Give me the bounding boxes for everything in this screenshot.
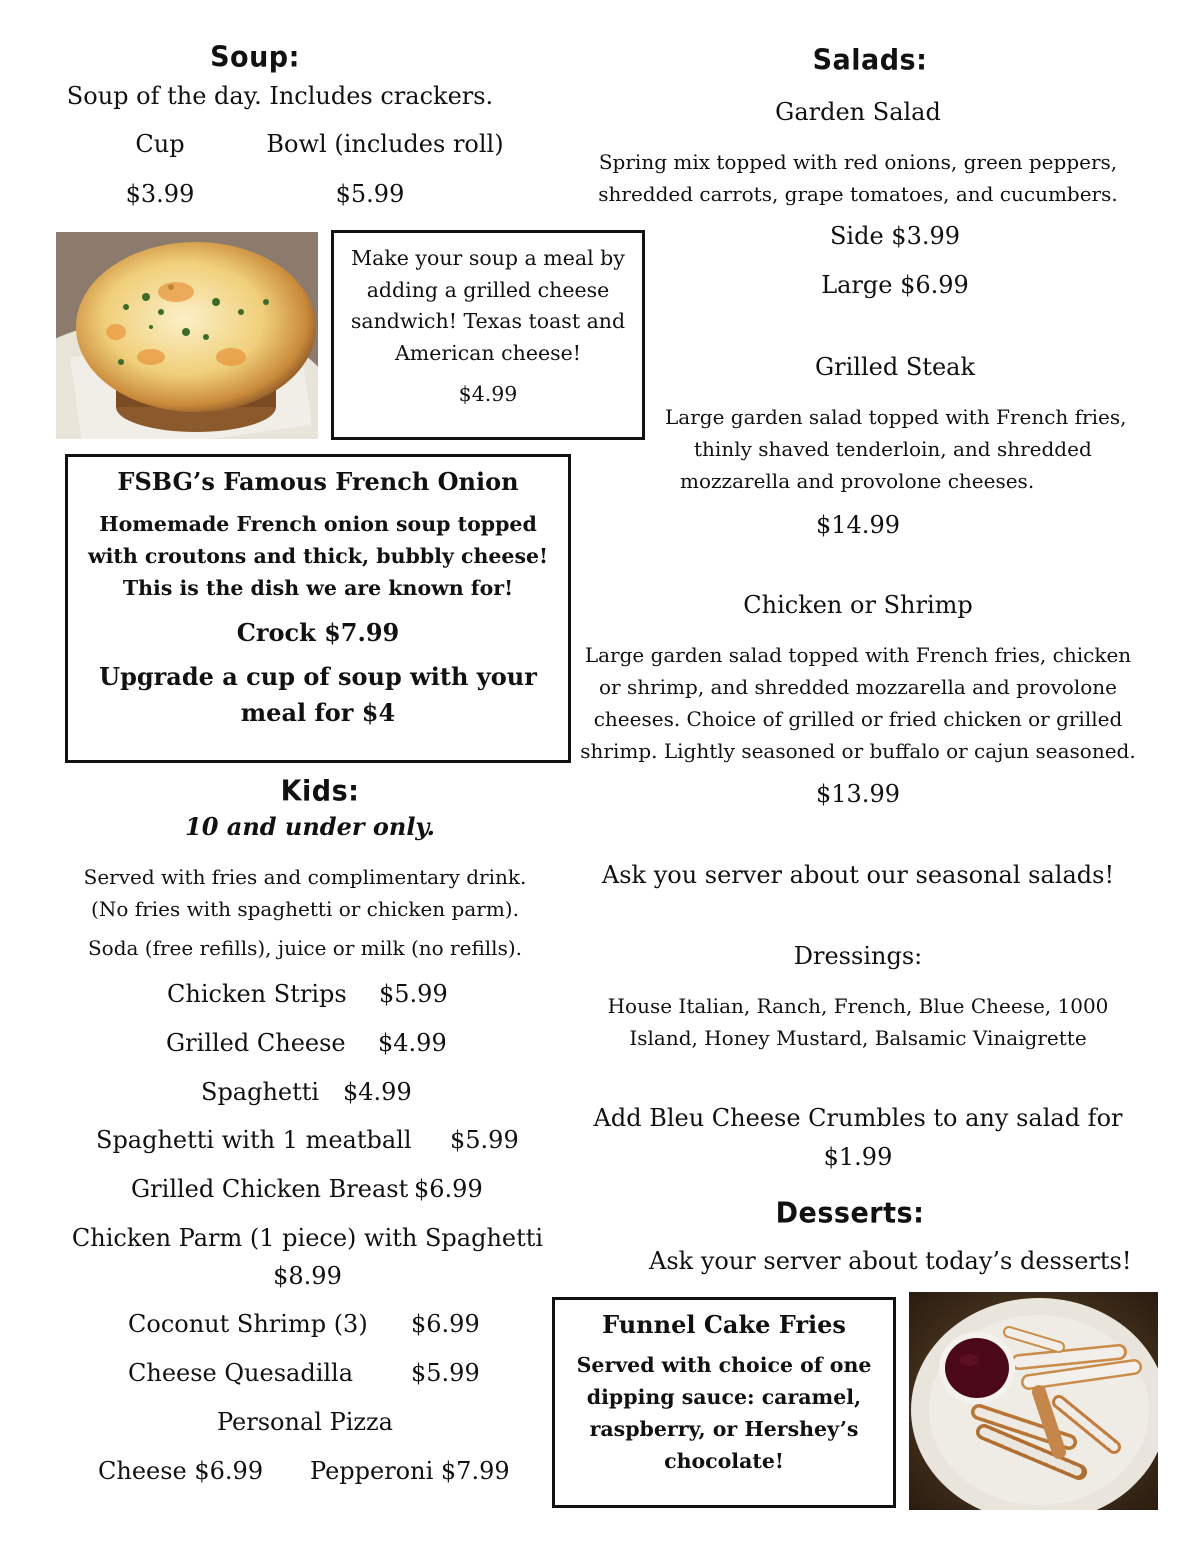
- garden-salad-name: Garden Salad: [775, 98, 941, 126]
- kids-item-price: $8.99: [273, 1262, 342, 1290]
- kids-heading: Kids:: [280, 775, 360, 808]
- kids-item-name: Cheese Quesadilla: [128, 1359, 354, 1387]
- pizza-option-price: $7.99: [440, 1457, 510, 1485]
- kids-note: Served with fries and complimentary drink.: [83, 865, 527, 889]
- kids-item-name: Grilled Cheese: [166, 1029, 346, 1057]
- garden-desc-line: Spring mix topped with red onions, green peppers,: [598, 150, 1118, 174]
- kids-item-price: $6.99: [411, 1310, 480, 1338]
- pizza-option-price: $6.99: [194, 1457, 264, 1485]
- kids-item-name: Grilled Chicken Breast: [131, 1175, 409, 1203]
- french-onion-title: FSBG’s Famous French Onion: [117, 467, 519, 496]
- soup-heading: Soup:: [210, 41, 300, 74]
- french-onion-upgrade-line: meal for $4: [240, 698, 396, 727]
- desserts-note: Ask your server about today’s desserts!: [649, 1247, 1132, 1275]
- soup-bowl-label: Bowl (includes roll): [266, 130, 504, 158]
- kids-drink-note: Soda (free refills), juice or milk (no refills).: [87, 936, 523, 960]
- steak-desc-line: Large garden salad topped with French fries,: [665, 405, 1127, 429]
- garden-large-price: Large $6.99: [821, 271, 969, 299]
- funnel-cake-desc-line: raspberry, or Hershey’s: [589, 1417, 859, 1441]
- pizza-option-name: Pepperoni: [310, 1457, 434, 1485]
- meal-box-line: American cheese!: [395, 340, 581, 365]
- funnel-cake-desc-line: Served with choice of one: [576, 1353, 872, 1377]
- steak-desc-line: mozzarella and provolone cheeses.: [680, 469, 1035, 493]
- soup-meal-box: [331, 230, 645, 440]
- chicken-shrimp-desc-line: shrimp. Lightly seasoned or buffalo or cajun seasoned.: [580, 739, 1136, 763]
- soup-cup-price: $3.99: [125, 180, 195, 208]
- french-onion-desc-line: Homemade French onion soup topped: [99, 512, 537, 536]
- kids-item-name: Coconut Shrimp (3): [128, 1310, 368, 1338]
- chicken-shrimp-salad-price: $13.99: [816, 780, 900, 808]
- kids-item-name: Spaghetti with 1 meatball: [96, 1126, 412, 1154]
- kids-item-price: $4.99: [378, 1029, 447, 1057]
- dressings-line: House Italian, Ranch, French, Blue Cheese, 1000: [607, 994, 1109, 1018]
- steak-salad-price: $14.99: [816, 511, 900, 539]
- pizza-cheese: [98, 1457, 263, 1485]
- kids-item-price: $6.99: [414, 1175, 483, 1203]
- chicken-shrimp-desc-line: or shrimp, and shredded mozzarella and provolone: [599, 675, 1117, 699]
- kids-item-price: $4.99: [343, 1078, 412, 1106]
- chicken-shrimp-desc-line: cheeses. Choice of grilled or fried chicken or grilled: [593, 707, 1123, 731]
- kids-subheading: 10 and under only.: [185, 812, 435, 841]
- meal-box-price: $4.99: [458, 382, 518, 406]
- soup-bowl-price: $5.99: [335, 180, 405, 208]
- soup-cup-label: Cup: [135, 130, 185, 158]
- meal-box-line: Make your soup a meal by: [351, 246, 625, 270]
- salads-heading: Salads:: [812, 44, 928, 77]
- meal-box-line: adding a grilled cheese: [366, 277, 610, 302]
- garden-desc-line: shredded carrots, grape tomatoes, and cucumbers.: [598, 182, 1118, 206]
- funnel-cake-desc-line: chocolate!: [664, 1449, 784, 1473]
- pizza-option-name: Cheese: [98, 1457, 187, 1485]
- kids-item-name: Chicken Strips: [167, 980, 347, 1008]
- steak-desc-line: thinly shaved tenderloin, and shredded: [694, 437, 1092, 461]
- chicken-shrimp-salad-name: Chicken or Shrimp: [743, 591, 973, 619]
- seasonal-salads-note: Ask you server about our seasonal salads!: [601, 861, 1115, 889]
- meal-box-line: sandwich! Texas toast and: [350, 309, 626, 333]
- french-onion-upgrade-line: Upgrade a cup of soup with your: [99, 662, 537, 691]
- french-onion-desc-line: This is the dish we are known for!: [122, 576, 514, 600]
- dressings-title: Dressings:: [793, 942, 923, 970]
- dressings-line: Island, Honey Mustard, Balsamic Vinaigrette: [629, 1026, 1087, 1050]
- funnel-cake-title: Funnel Cake Fries: [602, 1310, 846, 1339]
- funnel-cake-box: [552, 1297, 896, 1508]
- soup-image: [56, 232, 318, 439]
- kids-note: (No fries with spaghetti or chicken parm).: [91, 897, 519, 921]
- soup-description: Soup of the day. Includes crackers.: [66, 82, 494, 110]
- kids-item-price: $5.99: [450, 1126, 519, 1154]
- funnel-cake-desc-line: dipping sauce: caramel,: [586, 1385, 862, 1409]
- funnel-cake-photo: [909, 1292, 1158, 1510]
- kids-item-name: Spaghetti: [201, 1078, 320, 1106]
- french-onion-crock-price: Crock $7.99: [236, 618, 400, 647]
- french-onion-soup-photo: [56, 232, 318, 439]
- steak-salad-name: Grilled Steak: [814, 353, 975, 381]
- pizza-pepperoni: [310, 1457, 510, 1485]
- chicken-shrimp-desc-line: Large garden salad topped with French fries, chicken: [584, 643, 1132, 667]
- kids-pizza-title: Personal Pizza: [216, 1408, 393, 1436]
- addon-price: $1.99: [823, 1143, 893, 1171]
- addon-line: Add Bleu Cheese Crumbles to any salad for: [593, 1104, 1123, 1132]
- kids-item-name: Chicken Parm (1 piece) with Spaghetti: [71, 1224, 544, 1252]
- kids-item-price: $5.99: [411, 1359, 480, 1387]
- funnel-cake-image: [909, 1292, 1158, 1510]
- french-onion-box: [65, 454, 571, 763]
- garden-side-price: Side $3.99: [829, 222, 961, 250]
- french-onion-desc-line: with croutons and thick, bubbly cheese!: [87, 544, 549, 568]
- desserts-heading: Desserts:: [775, 1197, 925, 1230]
- kids-item-price: $5.99: [379, 980, 448, 1008]
